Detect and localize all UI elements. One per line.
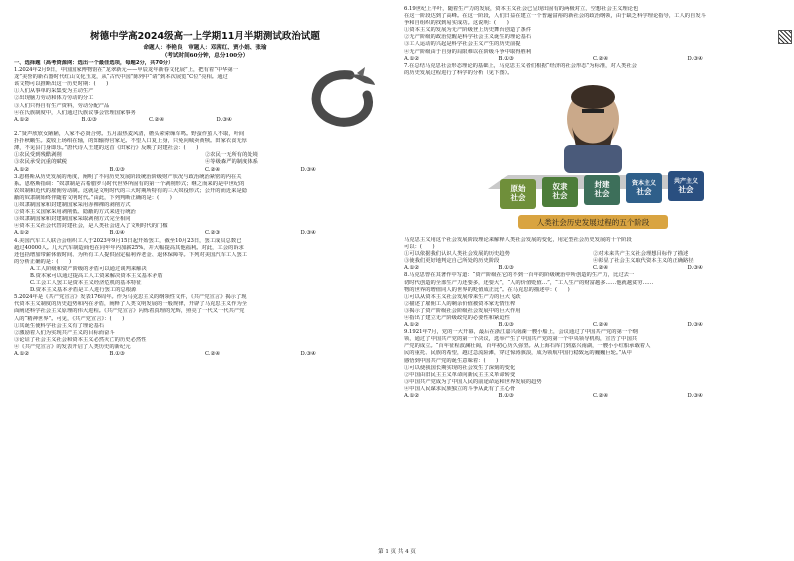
stage-label: 社会 <box>552 190 568 200</box>
q2-items <box>14 159 396 166</box>
q3-line: ④资本主义社会代替封建社会，是人类社会进入了文明时代的门槛 <box>14 223 168 230</box>
q9-line: 领，通过了中国共产党的第一个决议，选举产生了中国共产党的第一个中央领导机构，宣告了中国共 <box>404 336 638 343</box>
option-d[interactable]: D.③④ <box>687 393 703 399</box>
q9-line: 感悟到中国共产党的诞生意味着：( ) <box>404 357 499 364</box>
q9-line: 民的重托、民族的希望，越过急流险滩，穿过惊涛骇浪，成为领航中国行稳致远的巍巍巨轮。”从中 <box>404 350 632 357</box>
q9-line: ①可以使我国长期实现的社会发生了深刻的变化 <box>404 364 516 371</box>
section-heading: 一、选择题（高考资源网：选出一个最佳选项，每题2分，共70分） <box>14 60 174 66</box>
left-column <box>14 6 396 543</box>
q5-line: ②激励着人们为实现共产主义的目标而奋斗 <box>14 329 115 336</box>
option-c[interactable]: C.②④ <box>593 55 609 62</box>
q7-item: ④彰显了社会主义取代资本主义的正确路径 <box>593 258 694 265</box>
option-d[interactable]: D.③④ <box>687 322 703 329</box>
q3-line: 系。恩格斯指调：“奴隶制是古希腊罗马时代世界所固有的第一个剥削形式；继之而来的是中世纪的 <box>14 180 245 187</box>
q7-item: ②对未来共产主义社会理想目标作了描述 <box>593 251 689 258</box>
q2-line: 扑扑秋蛾生。麦收上场绢在轴，的知输得官家足。不望人口复上身，只免向城卖黄犊。田家衣食无厚 <box>14 138 248 145</box>
q8-line: ①可以从资本主义社会发展带来生产力的巨大飞跃 <box>404 293 521 300</box>
jade-dragon-image <box>284 67 396 131</box>
option-d[interactable]: D.③④ <box>300 166 316 173</box>
option-a[interactable]: A.①② <box>14 116 30 123</box>
q9-options <box>404 393 782 400</box>
option-b[interactable]: B.①③ <box>109 166 125 173</box>
q5-line: 面阐述科学社会主义原理的伟大进程。《共产党宣言》闪烁着真理的光辉，照亮了一代又一代共产党 <box>14 308 245 315</box>
figure-caption: 人类社会历史发展过程的五个阶段 <box>536 217 650 227</box>
question-2 <box>14 131 396 174</box>
q8-line: ④指出了建立无产阶级政党的必要性和紧迫性 <box>404 314 510 321</box>
option-b[interactable]: B.①③ <box>498 265 514 272</box>
q7-options <box>404 265 782 272</box>
q1-options <box>14 117 284 124</box>
stage-label: 共产主义 <box>673 177 699 185</box>
q3-line: 蔽的奴隶制始终伴随着文明时代。”由此，下列判断正确的是：( ) <box>14 194 172 201</box>
q2-item: ④等级森严的制度体系 <box>205 159 258 166</box>
q5-line: 代资本主义制度的历史趋势和内在矛盾，阐释了人类文明发展的一般规律，开辟了马克思主义作为全 <box>14 301 248 308</box>
question-8 <box>404 272 782 329</box>
question-4 <box>14 238 396 295</box>
q9-line: ③中国共产党成为了中国人民的前途命运和世界发展的趋势 <box>404 378 542 385</box>
right-column <box>404 6 782 543</box>
option-d[interactable]: D.③④ <box>300 230 316 237</box>
stage-label: 奴隶 <box>552 181 568 191</box>
stage-label: 社会 <box>678 184 694 194</box>
q1-line: ③人们只得自有生产资料，劳动分配产品 <box>14 102 110 109</box>
option-b[interactable]: B.①④ <box>109 230 125 237</box>
option-a[interactable]: A.①② <box>14 166 30 173</box>
q2-item: ②农民一无所有的处境 <box>205 152 258 159</box>
q6-line: ④无产阶级由于自身的局限难以在阶级斗争中取得胜利 <box>404 48 532 55</box>
q4-line: 还包括增加带薪休假时间、为所有工人提供固定福利养老金、退休保障等。下列对美国汽车工人罢工 <box>14 251 248 258</box>
q1-line: ②出现脑力劳动和体力劳动的分工 <box>14 95 94 102</box>
q3-options <box>14 230 396 237</box>
q3-line: ③奴隶制国家和封建制国家采取剥削方式完全相同 <box>14 216 131 223</box>
q3-line: 3.恩格斯从历史发展的角度，阐明了不同历史发展阶段统治阶级财产状况与政治统治紧密的内在关 <box>14 173 242 180</box>
q1-line: 1.2024年2月9日，中国国家博物馆在“龙翠新元——甲辰龙年新春文化展”上，把有着“中华第一 <box>14 67 239 74</box>
option-d[interactable]: D.资本主义基本矛盾是工人进行罢工的总根源 <box>30 287 137 294</box>
q8-options <box>404 322 782 329</box>
option-a[interactable]: A.①② <box>404 393 420 399</box>
option-c[interactable]: C.②④ <box>593 265 609 272</box>
q8-line: ③揭示了资产阶级社会阶级社会发展中的巨大作用 <box>404 307 521 314</box>
question-1 <box>14 67 396 131</box>
option-a[interactable]: A.①② <box>14 230 30 237</box>
q8-line: 切时代创造的全部生产力还要多，还要大”，“人的价值贬值…”，“工人生产的财富越多……他就越贫穷…… <box>404 279 654 286</box>
stage-label: 社会 <box>510 192 526 202</box>
q1-line: ④在氏族制度中，人们通过氏族议事会管理国家事务 <box>14 109 136 116</box>
q7-item: ③使我们更好地判定自己所处的历史阶段 <box>404 258 500 265</box>
q2-line: 薄，不见县门身即乐。”唐代诗人王建的这首《田家行》反映了封建社会：( ) <box>14 145 199 152</box>
q7-line: 7.在总结马克思社会形态理论的基础上，马克思主义者们根据“经济的社会形态”为标准，对人类社会 <box>404 62 637 69</box>
q6-line: ③工人运动的兴起是科学社会主义产生的历史前提 <box>404 41 521 48</box>
q5-line: ④《共产党宣言》的发表开启了人类历史的新纪元 <box>14 343 131 350</box>
q9-line: 产党的成立。“百年征程波澜壮阔，百年初心历久弥坚。从上海石库门到嘉兴南湖，一艘小小红船承载着人 <box>404 343 651 350</box>
q5-line: ③论证了社会主义社会和资本主义必然灭亡的历史必然性 <box>14 336 147 343</box>
social-stages-figure <box>478 79 708 235</box>
option-c[interactable]: C.工会工人罢工是资本主义经济危机的基本特征 <box>30 280 142 287</box>
stage-label: 社会 <box>636 186 652 196</box>
stage-label: 封建 <box>594 179 610 189</box>
q3-line: ②资本主义国家采用剥削低、隐蔽的方式来进行统治 <box>14 209 136 216</box>
q9-line: ②中国由旧民主主义革命向新民主主义革命转变 <box>404 371 516 378</box>
stage-label: 社会 <box>594 188 610 198</box>
stage-label: 原始 <box>510 183 526 193</box>
q7-item: ①可以依据我们认识人类社会发展的历史趋势 <box>404 251 510 258</box>
option-b[interactable]: B.资本家可以通过提高工人工资来解决资本主义基本矛盾 <box>30 272 163 279</box>
option-a[interactable]: A.①② <box>404 265 420 272</box>
q8-line: 8.马克思曾在其著作中写道：“资产阶级在它的不到一百年的阶级统治中所创造的生产力，比过去一 <box>404 272 635 279</box>
q5-options <box>14 351 396 358</box>
option-b[interactable]: B.①③ <box>498 393 514 399</box>
question-9 <box>404 329 782 400</box>
option-c[interactable]: C.②④ <box>149 116 165 123</box>
q9-line: 9.1921年7月，党的一大开幕，最后在浙江嘉兴南湖一艘小船上，会议通过了中国共产党的第一个纲 <box>404 329 638 336</box>
q7-line: 马克思主义用这个社会发展阶段理论来解释人类社会发展的变化，用定型社会历史发展的十个阶段 <box>404 236 632 243</box>
question-7 <box>404 63 782 273</box>
thinker-illustration <box>564 85 622 173</box>
option-a[interactable]: A.①② <box>404 55 420 62</box>
option-d[interactable]: D.③④ <box>300 351 316 357</box>
q9-line: ④中国人民谋求民族独立的斗争从此有了主心骨 <box>404 385 516 392</box>
q6-line: ②无产阶级的政治觉醒是科学社会主义诞生的理论基石 <box>404 34 532 41</box>
option-b[interactable]: B.①③ <box>109 351 125 357</box>
q3-line: 农奴制和近代的雇佣劳动制。这就是文明时代的三大时期所特有的三大奴役形式；公开的而近来是隐 <box>14 187 248 194</box>
q6-line: ①资本主义的发展为无产阶级登上历史舞台创造了条件 <box>404 27 532 34</box>
option-a[interactable]: A.①② <box>404 322 420 329</box>
option-a[interactable]: A.①② <box>14 351 30 357</box>
q6-line: 在这一阶段达到了高峰。在这一阶段，人们日益在建立一个普遍富裕的新社会的政治纲领，由于缺乏科学理论指导，工人的自发斗 <box>404 13 706 20</box>
stage-label: 资本主义 <box>631 179 657 187</box>
question-6 <box>404 6 782 63</box>
option-c[interactable]: C.②④ <box>205 166 221 173</box>
exam-info: （考试时间60分钟，总分100分） <box>161 53 249 59</box>
option-b[interactable]: B.①③ <box>81 116 97 123</box>
option-d[interactable]: D.③④ <box>687 265 703 272</box>
option-c[interactable]: C.②③ <box>205 230 221 237</box>
q5-line: ①其诞生使科学社会主义有了理论基石 <box>14 322 105 329</box>
q2-item: ①农民受到残酷剥削 <box>14 152 62 159</box>
option-b[interactable]: B.①③ <box>498 55 514 62</box>
page-number: 第 1 页 共 4 页 <box>378 549 416 555</box>
q5-line: 人的“精神世界”。可见，《共产党宣言》：( ) <box>14 315 125 322</box>
q7-items <box>404 258 782 265</box>
q8-line: ②描述了雇佣工人的剩余价值被资本家无情压榨 <box>404 300 516 307</box>
q6-options <box>404 56 782 63</box>
q1-line: 龙”美誉的新石器时代红山文化玉龙，从“古代中国”陈列中“请”到本次展览“C位”亮相。通过 <box>14 74 228 81</box>
option-c[interactable]: C.②④ <box>593 322 609 329</box>
q2-options <box>14 167 396 174</box>
q6-line: 争和自组织的找到易实成功。这说明：( ) <box>404 20 509 27</box>
option-c[interactable]: C.②④ <box>205 351 221 357</box>
exam-title: 树德中学高2024级高一上学期11月半期测试政治试题 <box>90 31 320 42</box>
q4-line: 超过40000人。几大汽车制造商也在同年年内加薪25%，并大幅提高其他福利。对此，工会的诉求 <box>14 244 244 251</box>
q4-line: 的分析正确的是：( ) <box>14 258 72 265</box>
q4-line: 4.美国汽车工人联合会组织工人于2023年9月15日起开始罢工，截至10月23日，罢工成员总数已 <box>14 237 242 244</box>
q1-line: ①人们从事单的采集变为主动生产 <box>14 88 94 95</box>
q6-line: 6.19世纪上半叶，随着生产力的发展，资本主义社会已呈现出固有的两极对立，空想社会主义理论也 <box>404 6 639 12</box>
q8-line: 物的世界的增值同人的世界的贬值成正比”。在马克思的描述中：( ) <box>404 286 570 293</box>
q1-line: 该文物可以推断出这一历史时期：( ) <box>14 81 109 88</box>
option-d[interactable]: D.③④ <box>687 55 703 62</box>
q7-line: 可以：( ) <box>404 244 435 251</box>
question-3 <box>14 174 396 238</box>
option-b[interactable]: B.①③ <box>498 322 514 329</box>
q3-line: ①奴隶制国家和封建制国家采用赤裸裸的剥削方式 <box>14 202 131 209</box>
q2-item: ③农民承受沉重的赋税 <box>14 159 67 166</box>
q2-line: 2.“贤声欣欣女陋陋，人家不必贤合剪。五月温热麦风清，檐头索索缫车鸣。野蚕作茧人不取，叶间 <box>14 131 245 138</box>
question-5 <box>14 294 396 358</box>
option-a[interactable]: A.工人阶级和资产阶级的矛盾可以通过谈判来解决 <box>30 265 147 272</box>
q5-line: 5.2024年是《共产党宣言》发表176周年。作为马克思主义的纲领性文件，《共产党宣言》揭示了现 <box>14 294 247 301</box>
option-c[interactable]: C.②④ <box>593 393 609 399</box>
option-d[interactable]: D.③④ <box>216 116 232 123</box>
q7-line: 的历史发展过程进行了科学的分析（见下图）。 <box>404 69 513 76</box>
exam-authors: 命题人：李艳良 审题人：邓茜红、贾小娟、张瑜 <box>143 45 267 51</box>
